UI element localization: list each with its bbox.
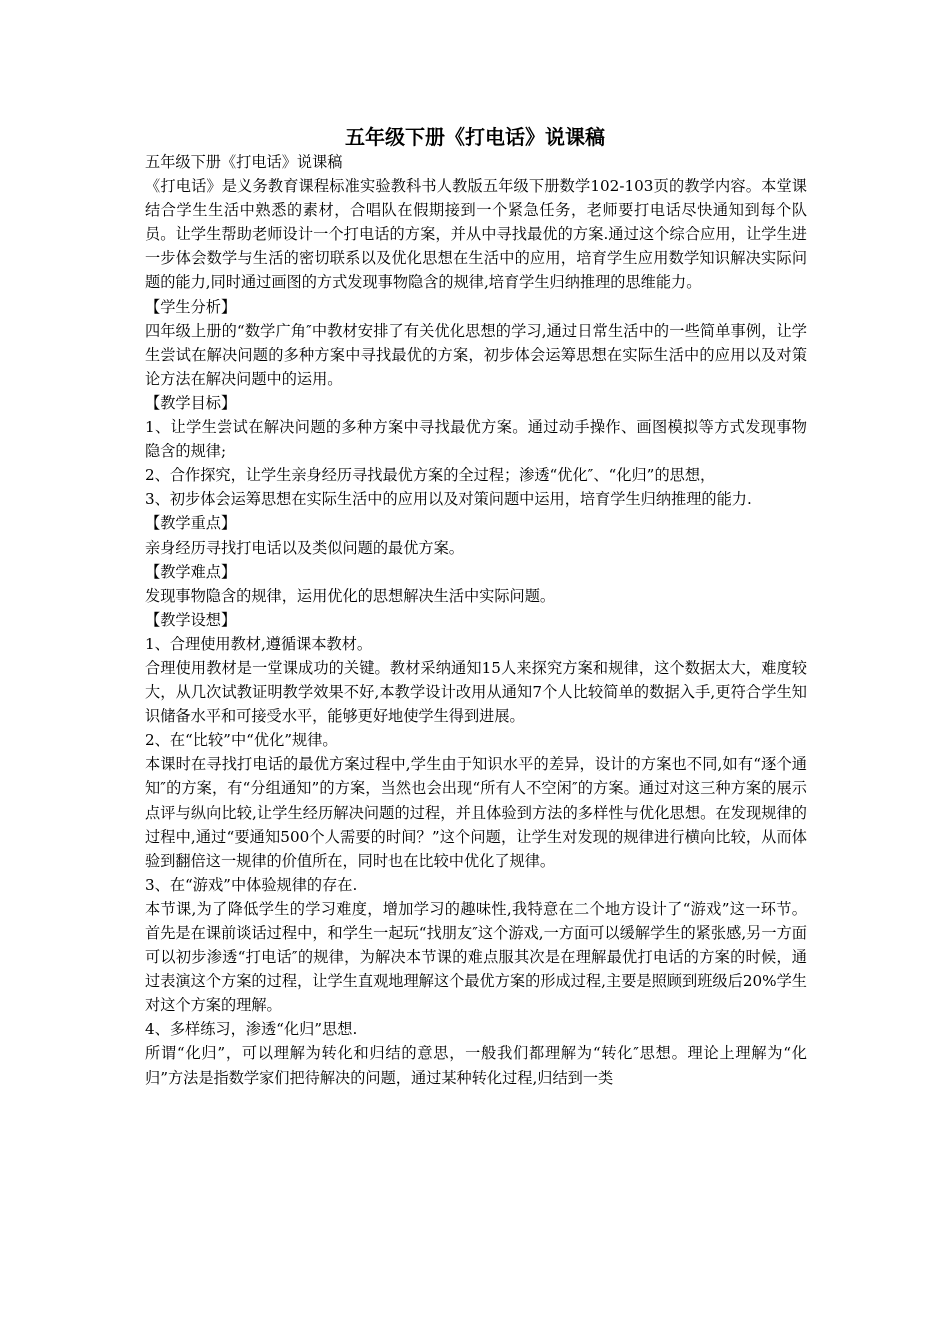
paragraph: 发现事物隐含的规律，运用优化的思想解决生活中实际问题。 [145,586,556,605]
paragraph: 3、初步体会运筹思想在实际生活中的应用以及对策问题中运用，培育学生归纳推理的能力. [145,490,752,509]
paragraph: 亲身经历寻找打电话以及类似问题的最优方案。 [145,538,464,557]
document-title: 五年级下册《打电话》说课稿 [345,125,605,149]
section-heading: 【教学设想】 [145,610,237,629]
paragraph: 3、在“游戏”中体验规律的存在. [145,875,358,894]
section-heading: 【教学目标】 [145,393,237,412]
section-heading: 【学生分析】 [145,297,237,316]
paragraph: 1、让学生尝试在解决问题的多种方案中寻找最优方案。通过动手操作、画图模拟等方式发现事物隐含的规律; [145,418,807,461]
paragraph: 五年级下册《打电话》说课稿 [145,153,343,171]
paragraph: 2、在“比较”中“优化”规律。 [145,731,338,750]
paragraph: 四年级上册的“数学广角″中教材安排了有关优化思想的学习,通过日常生活中的一些简单事例，让学生尝试在解决问题的多种方案中寻找最优的方案，初步体会运筹思想在实际生活中的应用以及对策论方法在解决问题中的运用。 [145,321,807,388]
document-body [145,150,807,1090]
paragraph: 1、合理使用教材,遵循课本教材。 [145,634,373,653]
paragraph: 所谓“化归”，可以理解为转化和归结的意思，一般我们都理解为“转化″思想。理论上理解为“化归”方法是指数学家们把待解决的问题，通过某种转化过程,归结到一类 [145,1044,807,1087]
paragraph: 本课时在寻找打电话的最优方案过程中,学生由于知识水平的差异，设计的方案也不同,如有“逐个通知″的方案，有“分组通知”的方案，当然也会出现“所有人不空闲″的方案。通过对这三种方案的展示点评与纵向比较,让学生经历解决问题的过程，并且体验到方法的多样性与优化思想。在发现规律的过程中,通过“要通知500个人需要的时间？”这个问题，让学生对发现的规律进行横向比较，从而体验到翻倍这一规律的价值所在，同时也在比较中优化了规律。 [145,755,807,870]
section-heading: 【教学重点】 [145,514,237,533]
paragraph: 合理使用教材是一堂课成功的关键。教材采纳通知15人来探究方案和规律，这个数据太大，难度较大，从几次试教证明教学效果不好,本教学设计改用从通知7个人比较简单的数据入手,更符合学生知识储备水平和可接受水平，能够更好地使学生得到进展。 [145,658,807,726]
section-heading: 【教学难点】 [145,562,237,581]
paragraph: 2、合作探究，让学生亲身经历寻找最优方案的全过程；渗透“优化″、“化归”的思想， [145,466,716,485]
paragraph: 4、多样练习，渗透“化归”思想. [145,1020,358,1039]
paragraph: 《打电话》是义务教育课程标准实验教科书人教版五年级下册数学102-103页的教学内容。本堂课结合学生生活中熟悉的素材，合唱队在假期接到一个紧急任务，老师要打电话尽快通知到每个队员。让学生帮助老师设计一个打电话的方案，并从中寻找最优的方案.通过这个综合应用，让学生进一步体会数学与生活的密切联系以及优化思想在生活中的应用，培育学生应用数学知识解决实际问题的能力,同时通过画图的方式发现事物隐含的规律,培育学生归纳推理的思维能力。 [145,177,807,292]
paragraph: 本节课,为了降低学生的学习难度，增加学习的趣味性,我特意在二个地方设计了“游戏”这一环节。首先是在课前谈话过程中，和学生一起玩“找朋友″这个游戏,一方面可以缓解学生的紧张感,另一方面可以初步渗透“打电话″的规律，为解决本节课的难点服其次是在理解最优打电话的方案的时候，通过表演这个方案的过程，让学生直观地理解这个最优方案的形成过程,主要是照顾到班级后20%学生对这个方案的理解。 [145,899,807,1015]
